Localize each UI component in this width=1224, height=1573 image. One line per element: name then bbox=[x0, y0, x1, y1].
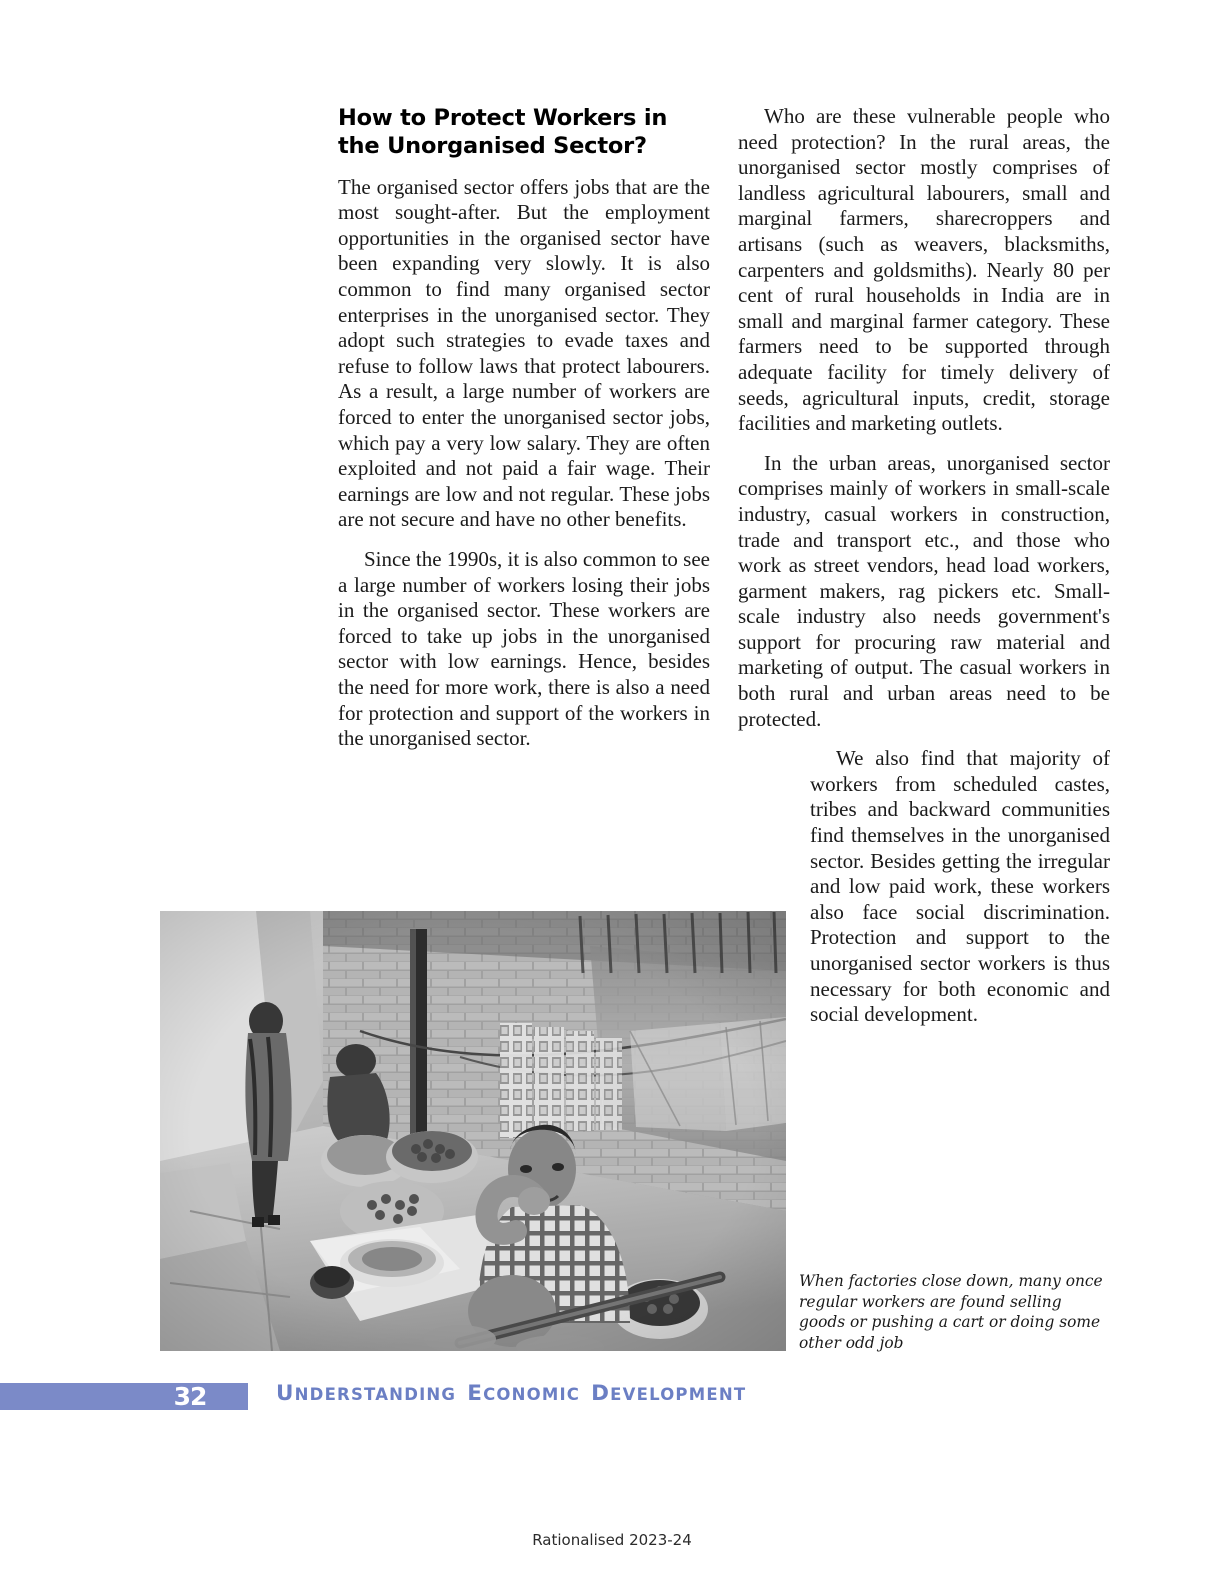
rationalised-stamp: Rationalised 2023-24 bbox=[532, 1531, 692, 1549]
page-number: 32 bbox=[173, 1382, 207, 1411]
figure-photo bbox=[160, 911, 786, 1351]
left-column bbox=[338, 104, 710, 752]
paragraph: Who are these vulnerable people who need protection? In the rural areas, the unorganised sector mostly comprises of landless agricultural labourers, small and marginal farmers, sharecroppers and artisans (such as weavers, blacksmiths, carpenters and goldsmiths). Nearly 80 per cent of rural households in India are in small and marginal farmer category. These farmers need to be supported through adequate facility for timely delivery of seeds, agricultural inputs, credit, storage facilities and marketing outlets. bbox=[738, 104, 1110, 436]
paragraph: Since the 1990s, it is also common to see a large number of workers losing their jobs in the organised sector. These workers are forced to take up jobs in the unorganised sector with low earnings. Hence, besides the need for more work, there is also a need for protection and support of the workers in the unorganised sector. bbox=[338, 547, 710, 751]
right-column bbox=[738, 104, 1110, 1046]
figure-caption: When factories close down, many once regular workers are found selling goods or pushing a cart or doing some other odd job bbox=[799, 1272, 1103, 1352]
running-title-word: ECONOMIC bbox=[467, 1381, 581, 1406]
paragraph: In the urban areas, unorganised sector comprises mainly of workers in small-scale industry, casual workers in construction, trade and transport etc., and those who work as street vendors, head load workers, garment makers, rag pickers etc. Small-scale industry also needs government's support for procuring raw material and marketing of output. The casual workers in both rural and urban areas need to be protected. bbox=[738, 450, 1110, 731]
page-title: How to Protect Workers in the Unorganised Sector? bbox=[338, 105, 668, 160]
running-title-word: DEVELOPMENT bbox=[591, 1381, 747, 1406]
paragraph: The organised sector offers jobs that are the most sought-after. But the employment opportunities in the organised sector have been expanding very slowly. It is also common to find many organised sector enterprises in the unorganised sector. They adopt such strategies to evade taxes and refuse to follow laws that protect labourers. As a result, a large number of workers are forced to enter the unorganised sector jobs, which pay a very low salary. They are often exploited and not paid a fair wage. Their earnings are low and not regular. These jobs are not secure and have no other benefits. bbox=[338, 174, 710, 532]
running-title-word: UNDERSTANDING bbox=[276, 1381, 457, 1406]
running-title bbox=[276, 1381, 746, 1406]
paragraph: We also find that majority of workers from scheduled castes, tribes and backward communities find themselves in the unorganised sector. Besides getting the irregular and low paid work, these workers also face social discrimination. Protection and support to the unorganised sector workers is thus necessary for both economic and social development. bbox=[810, 746, 1110, 1027]
